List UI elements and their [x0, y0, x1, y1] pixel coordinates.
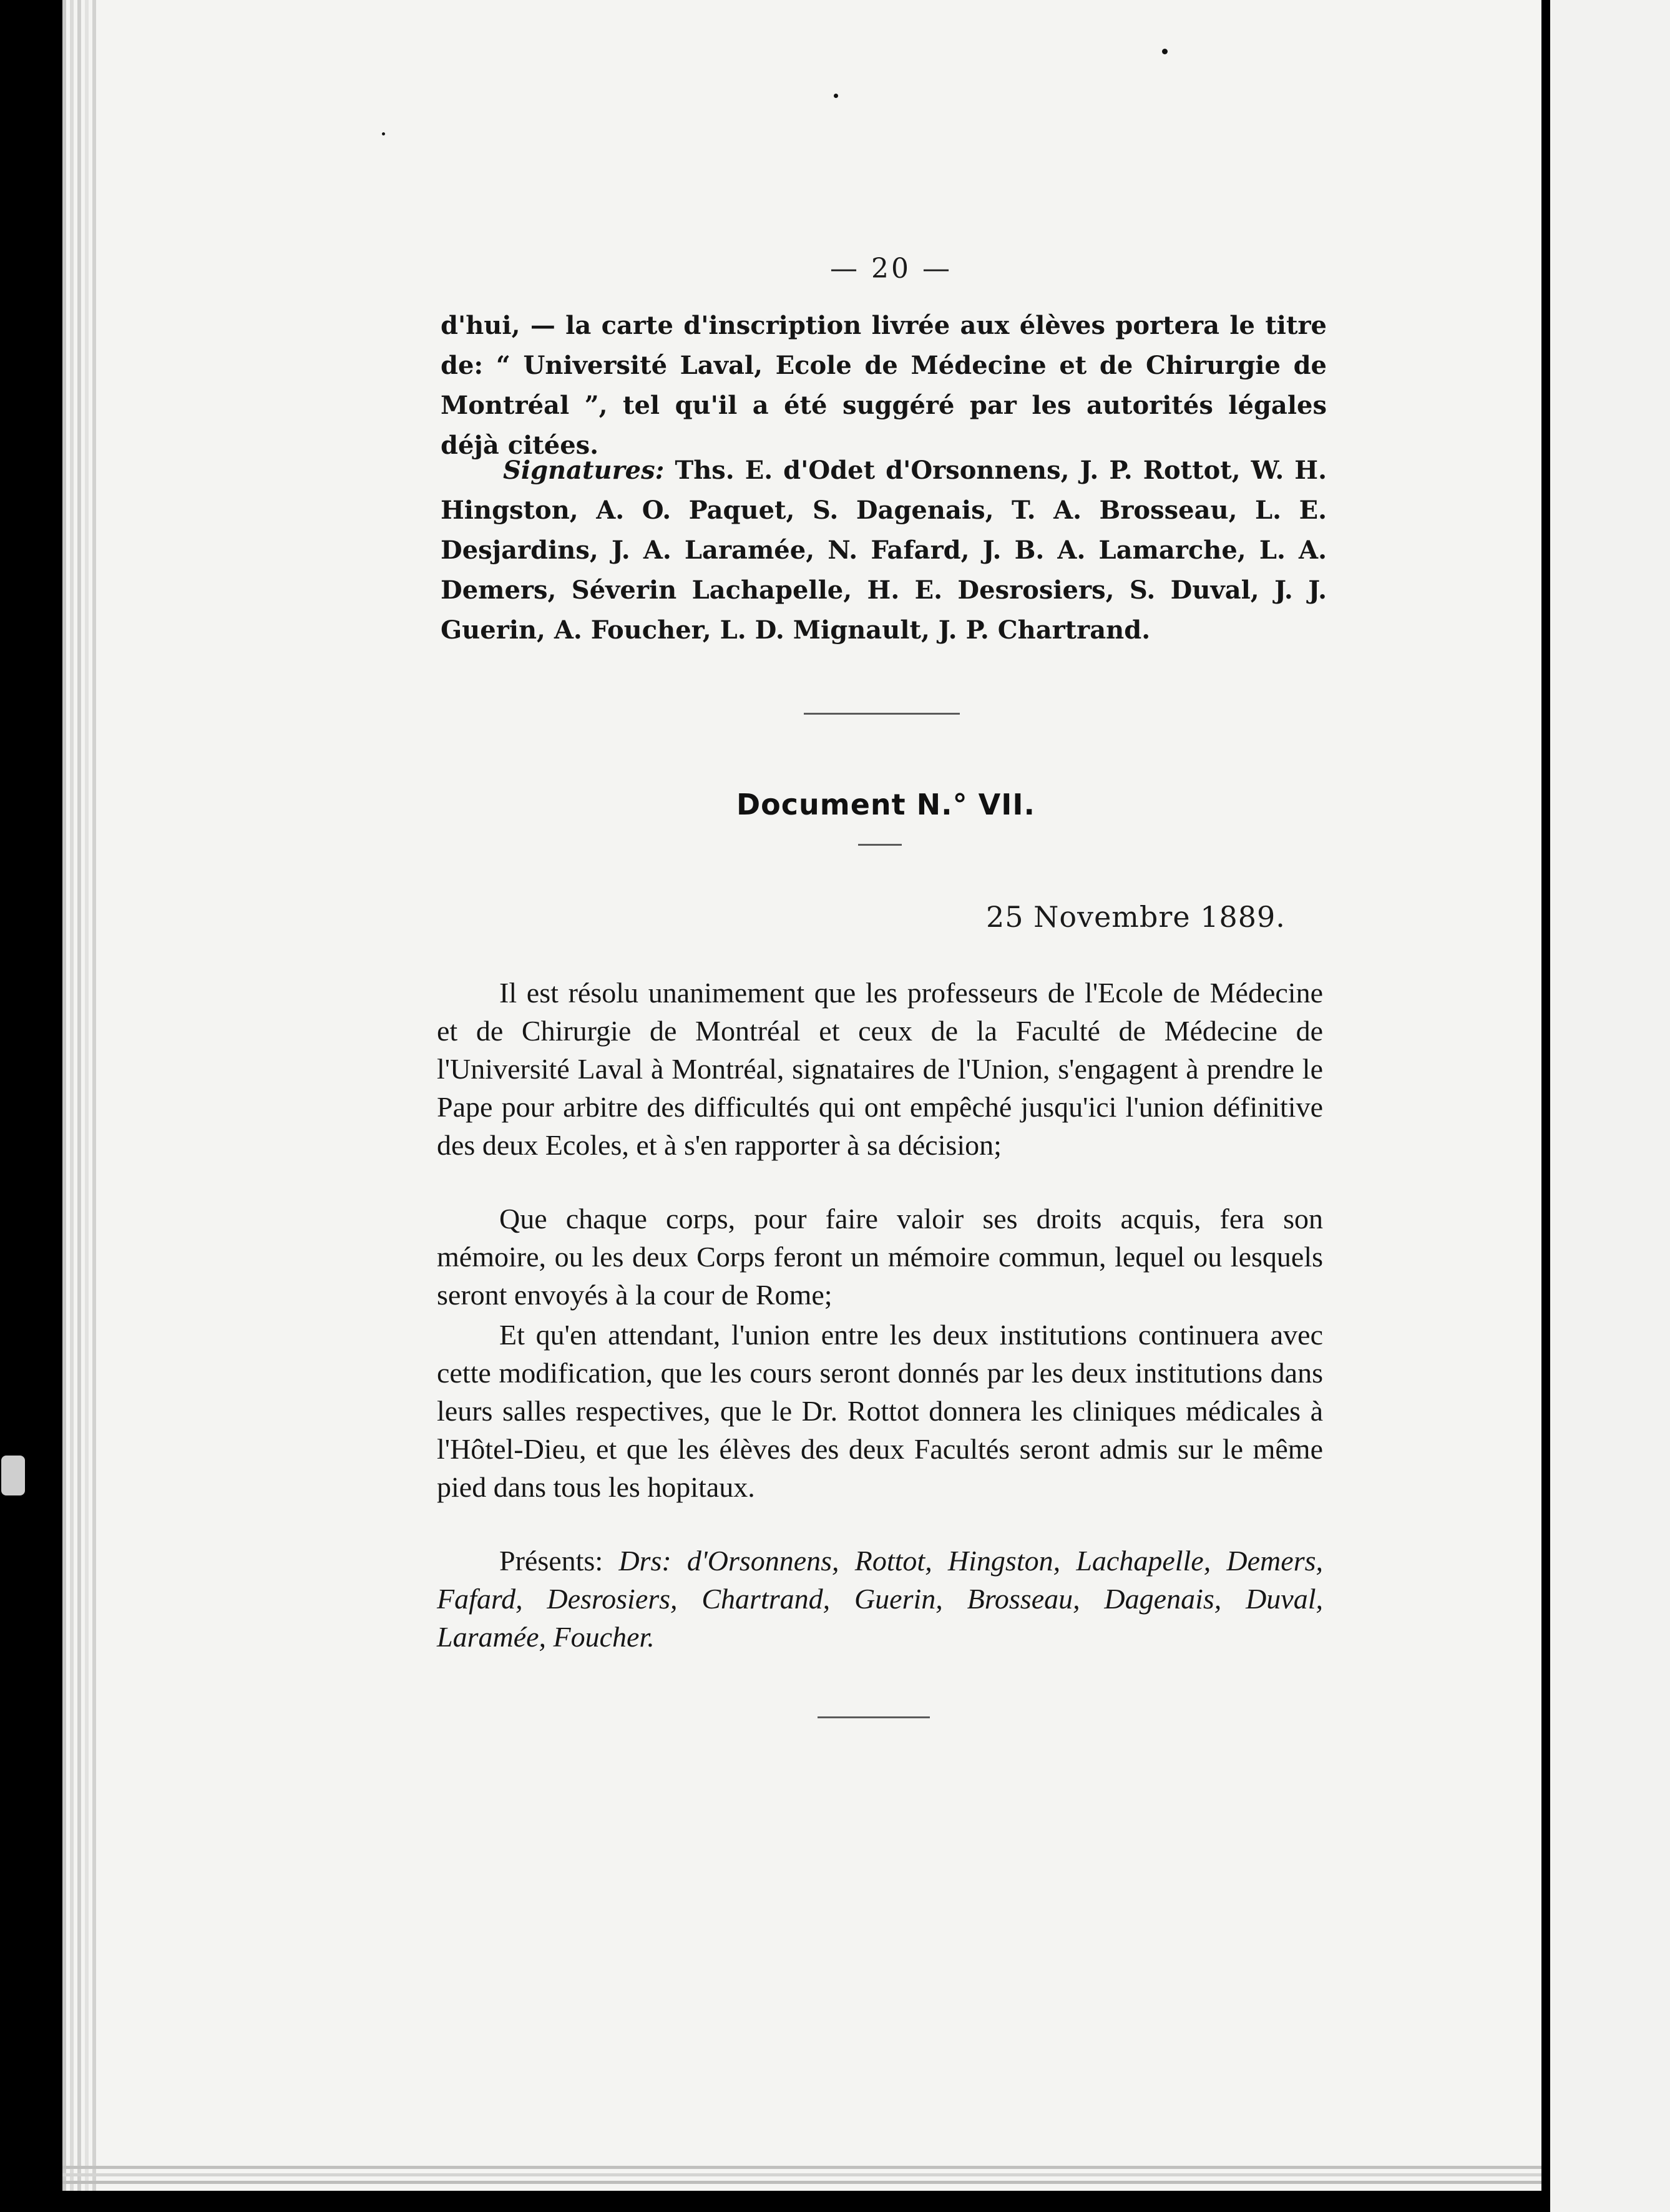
document-title: Document N.° VII. — [736, 788, 1035, 821]
closing-divider — [818, 1716, 930, 1718]
section-divider — [804, 713, 960, 715]
page-edge — [85, 0, 89, 2191]
resolution-paragraph-3: Et qu'en attendant, l'union entre les deux institutions continuera avec cette modification, que les cours seront donnés par les deux institutions dans leurs salles respectives, que le Dr. Rottot donnera les cliniques médicales à l'Hôtel-Dieu, et que les élèves des deux Facultés seront admis sur le même pied dans tous les hopitaux. — [437, 1319, 1323, 1503]
page-edge — [77, 0, 81, 2191]
page-edge — [70, 0, 74, 2191]
scan-speck — [834, 94, 838, 98]
resolution-paragraph-2: Que chaque corps, pour faire valoir ses droits acquis, fera son mémoire, ou les deux Corps feront un mémoire commun, lequel ou lesquels seront envoyés à la cour de Rome; — [437, 1203, 1323, 1311]
signatures-names: Ths. E. d'Odet d'Orsonnens, J. P. Rottot, W. H. Hingston, A. O. Paquet, S. Dagenais, T. A. Brosseau, L. E. Desjardins, J. A. Laramée, N. Fafard, J. B. A. Lamarche, L. A. Demers, Séverin Lachapelle, H. E. Desrosiers, S. Duval, J. J. Guerin, A. Foucher, L. D. Mignault, J. P. Chartrand. — [441, 456, 1327, 645]
page-gutter — [1541, 0, 1550, 2212]
scan-blot — [1, 1456, 25, 1495]
scan-speck — [382, 132, 385, 135]
resolution-paragraph-1: Il est résolu unanimement que les professeurs de l'Ecole de Médecine et de Chirurgie de Montréal et ceux de la Faculté de Médecine de l'Université Laval à Montréal, signataires de l'Union, s'engagent à prendre le Pape pour arbitre des difficultés qui ont empêché jusqu'ici l'union définitive des deux Ecoles, et à s'en rapporter à sa décision; — [437, 977, 1323, 1161]
document-date: 25 Novembre 1889. — [986, 900, 1286, 934]
signatures-label: Signatures: — [503, 456, 665, 485]
page-edge — [92, 0, 96, 2191]
page-bottom-edge — [62, 2166, 1541, 2169]
title-rule — [858, 844, 902, 846]
page-bottom-edge — [62, 2173, 1541, 2176]
scan-speck — [1162, 49, 1168, 54]
presents-label: Présents: — [499, 1545, 603, 1577]
next-page-edge — [1550, 0, 1670, 2212]
presents-paragraph — [437, 1542, 1323, 1656]
page-bottom-edge — [62, 2181, 1541, 2184]
presents-names: Drs: d'Orsonnens, Rottot, Hingston, Lachapelle, Demers, Fafard, Desrosiers, Chartrand, Guerin, Brosseau, Dagenais, Duval, Laramée, Foucher. — [437, 1545, 1323, 1653]
intro-paragraph: d'hui, — la carte d'inscription livrée aux élèves portera le titre de: “ Université Laval, Ecole de Médecine et de Chirurgie de Montréal ”, tel qu'il a été suggéré par les autorités légales déjà citées. — [441, 311, 1327, 460]
page-edge — [62, 0, 66, 2191]
signatures-paragraph — [441, 451, 1327, 650]
page-number: — 20 — — [830, 253, 952, 285]
